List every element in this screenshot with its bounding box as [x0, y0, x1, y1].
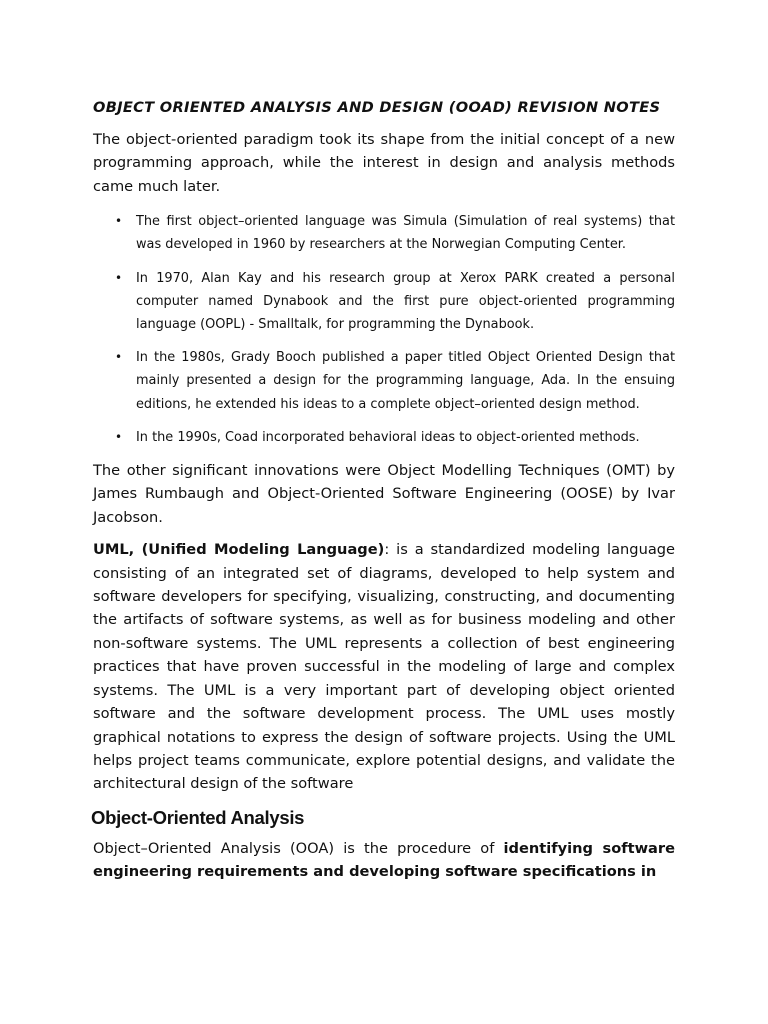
- uml-definition: : is a standardized modeling language consisting of an integrated set of diagrams, developed to help system and software developers for specifying, visualizing, constructing, and documenting the artifacts of software systems, as well as for business modeling and other non-software systems. The UML represents a collection of best engineering practices that have proven successful in the modeling of large and complex systems. The UML is a very important part of developing object oriented software and the software development process. The UML uses mostly graphical notations to express the design of software projects. Using the UML helps project teams communicate, explore potential designs, and validate the architectural design of the software: [93, 541, 676, 793]
- document-title: OBJECT ORIENTED ANALYSIS AND DESIGN (OOAD) REVISION NOTES: [93, 99, 661, 116]
- uml-paragraph: [93, 538, 675, 795]
- bullet-simula: [93, 210, 675, 256]
- bullet-point-icon: •: [115, 429, 123, 444]
- ooa-heading: Object-Oriented Analysis: [91, 806, 305, 828]
- document-page: [93, 96, 675, 893]
- bullet-booch: [93, 346, 675, 416]
- bullet-coad: [93, 426, 675, 449]
- bullet-point-icon: •: [115, 214, 123, 229]
- bullet-text: The first object–oriented language was Simula (Simulation of real systems) that was developed in 1960 by researchers at the Norwegian Computing Center.: [136, 214, 675, 253]
- bullet-point-icon: •: [115, 350, 123, 365]
- bullet-text: In the 1980s, Grady Booch published a paper titled Object Oriented Design that mainly presented a design for the programming language, Ada. In the ensuing editions, he extended his ideas to a complete object–oriented design method.: [136, 350, 675, 412]
- innovations-paragraph: The other significant innovations were Object Modelling Techniques (OMT) by James Rumbaugh and Object-Oriented Software Engineering (OOSE) by Ivar Jacobson.: [93, 462, 675, 526]
- history-bullet-list: [93, 210, 675, 449]
- ooa-intro: Object–Oriented Analysis (OOA) is the procedure of: [93, 839, 504, 857]
- bullet-point-icon: •: [115, 270, 123, 285]
- uml-term: UML, (Unified Modeling Language): [93, 541, 385, 559]
- intro-paragraph: The object-oriented paradigm took its shape from the initial concept of a new programming approach, while the interest in design and analysis methods came much later.: [93, 131, 675, 195]
- bullet-text: In the 1990s, Coad incorporated behavioral ideas to object-oriented methods.: [136, 429, 640, 445]
- ooa-paragraph: [93, 837, 675, 884]
- bullet-text: In 1970, Alan Kay and his research group at Xerox PARK created a personal computer named Dynabook and the first pure object-oriented programming language (OOPL) - Smalltalk, for programming the Dynabook.: [136, 270, 675, 333]
- ooa-emphasis: identifying software engineering requirements and developing software specifications in: [93, 839, 675, 881]
- bullet-dynabook: [93, 267, 675, 337]
